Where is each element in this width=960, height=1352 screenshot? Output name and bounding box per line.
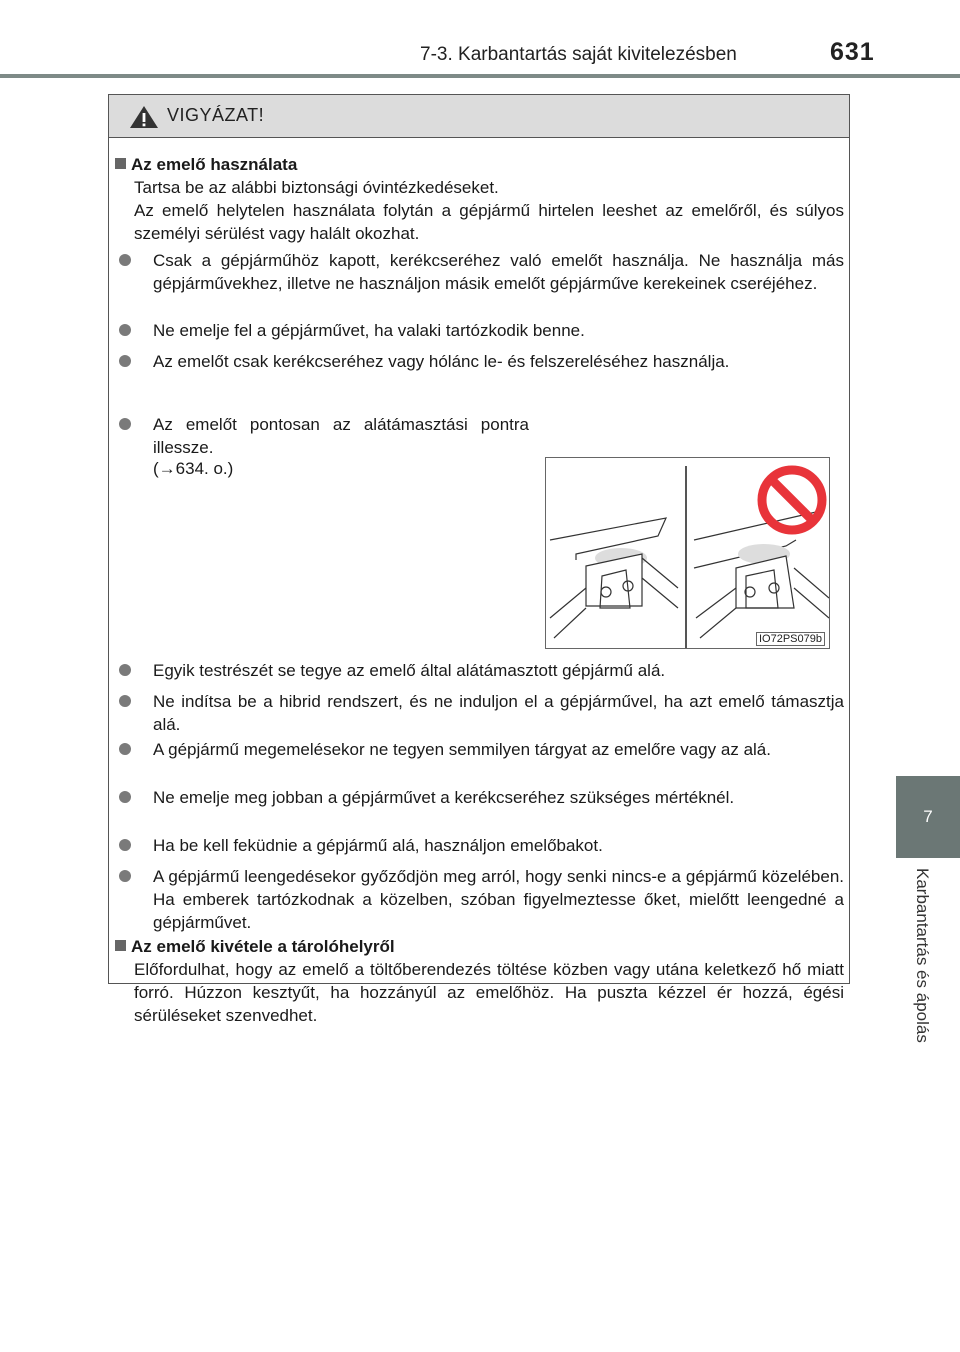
- bullet-dot-icon: [119, 324, 131, 336]
- square-bullet-icon: [115, 158, 126, 169]
- prohibited-icon: [762, 470, 822, 530]
- figure-code: IO72PS079b: [756, 632, 825, 646]
- bullet-item: [119, 350, 844, 373]
- square-bullet-icon: [115, 940, 126, 951]
- bullet-dot-icon: [119, 839, 131, 851]
- section-heading-text: Az emelő használata: [131, 155, 298, 174]
- bullet-dot-icon: [119, 254, 131, 266]
- bullet-item: [119, 865, 844, 934]
- bullet-dot-icon: [119, 664, 131, 676]
- bullet-text: Ne emelje fel a gépjárművet, ha valaki tartózkodik benne.: [153, 321, 585, 340]
- bullet-text: A gépjármű leengedésekor győződjön meg arról, hogy senki nincs-e a gépjármű közelében. Ha emberek tartózkodnak a közelben, szóban figyelmeztesse őket, mielőtt leengedné a gépjárművet.: [153, 867, 844, 932]
- paragraph: Tartsa be az alábbi biztonsági óvintézkedéseket.: [134, 178, 499, 197]
- section-heading: [115, 153, 297, 176]
- header-divider: [0, 74, 960, 78]
- warning-title: VIGYÁZAT!: [167, 105, 265, 125]
- bullet-dot-icon: [119, 870, 131, 882]
- section-title: 7-3. Karbantartás saját kivitelezésben: [420, 44, 737, 65]
- warning-header: [109, 95, 849, 138]
- bullet-dot-icon: [119, 743, 131, 755]
- bullet-item: [119, 738, 844, 761]
- page-reference[interactable]: (→634. o.): [153, 459, 234, 478]
- jack-illustration: [546, 458, 829, 648]
- chapter-tab: 7: [896, 776, 960, 858]
- bullet-text: Csak a gépjárműhöz kapott, kerékcseréhez való emelőt használja. Ne használja más gépjárművekhez, illetve ne használjon másik emelőt gépjárműve kerekeinek cseréjéhez.: [153, 251, 844, 293]
- warning-box: [108, 94, 850, 1025]
- section-heading-text: Az emelő kivétele a tárolóhelyről: [131, 937, 395, 956]
- bullet-dot-icon: [119, 791, 131, 803]
- bullet-item: [119, 786, 844, 809]
- bullet-item: [119, 659, 844, 682]
- bullet-item: [119, 834, 844, 857]
- bullet-dot-icon: [119, 695, 131, 707]
- bullet-text: Az emelőt pontosan az alátámasztási pontra illessze.: [153, 415, 529, 457]
- chapter-title: Karbantartás és ápolás: [913, 868, 932, 1043]
- bullet-item: [119, 249, 844, 295]
- bullet-dot-icon: [119, 418, 131, 430]
- bullet-text: A gépjármű megemelésekor ne tegyen semmilyen tárgyat az emelőre vagy az alá.: [153, 740, 771, 759]
- bullet-item: [119, 690, 844, 736]
- bullet-text: Ne indítsa be a hibrid rendszert, és ne induljon el a gépjárművel, ha azt emelő támasztja alá.: [153, 692, 844, 734]
- paragraph: Előfordulhat, hogy az emelő a töltőberendezés töltése közben vagy utána keletkező hő miatt forró. Húzzon kesztyűt, ha hozzányúl az emelőhöz. Ha puszta kézzel ér hozzá, égési sérüléseket szenvedhet.: [134, 960, 844, 1025]
- bullet-text: Egyik testrészét se tegye az emelő által alátámasztott gépjármű alá.: [153, 661, 666, 680]
- jack-placement-figure: [545, 457, 830, 649]
- bullet-item: [119, 413, 529, 459]
- bullet-item: [119, 319, 844, 342]
- bullet-dot-icon: [119, 355, 131, 367]
- paragraph: Az emelő helytelen használata folytán a gépjármű hirtelen leeshet az emelőről, és súlyos személyi sérülést vagy halált okozhat.: [134, 201, 844, 243]
- section-heading: [115, 935, 395, 958]
- page-number: 631: [830, 38, 875, 66]
- warning-triangle-icon: [129, 105, 159, 129]
- bullet-text: Ne emelje meg jobban a gépjárművet a kerékcseréhez szükséges mértéknél.: [153, 788, 735, 807]
- bullet-text: Az emelőt csak kerékcseréhez vagy hólánc le- és felszereléséhez használja.: [153, 352, 730, 371]
- bullet-text: Ha be kell feküdnie a gépjármű alá, használjon emelőbakot.: [153, 836, 603, 855]
